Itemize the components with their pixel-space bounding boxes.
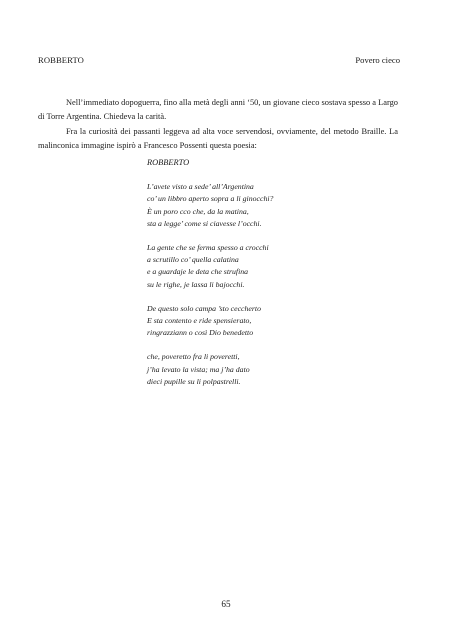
poem-line: e a guardaje le deta che strufina [147, 267, 249, 277]
poem-stanza [147, 181, 273, 230]
poem-line: j’ha levato la vista; ma j’ha dato [147, 364, 250, 374]
poem-line: E sta contento e ride spensierato, [147, 316, 252, 326]
poem-line: De questo solo campa ’sto ceccherto [147, 303, 261, 313]
poem-line: su le righe, je lassa li bajocchi. [147, 279, 245, 289]
poem-stanza [147, 242, 273, 291]
paragraph: Nell’immediato dopoguerra, fino alla metà degli anni ‘50, un giovane cieco sostava spesso a Largo di Torre Argentina. Chiedeva la carità. [38, 98, 398, 122]
poem-line: ringrazziann o così Dio benedetto [147, 328, 254, 338]
poem-line: sta a legge’ come si ciavesse l’occhi. [147, 218, 262, 228]
poem-line: dieci pupille su li polpastrelli. [147, 376, 241, 386]
poem-stanza [147, 351, 273, 388]
body-text [38, 96, 398, 154]
paragraph: Fra la curiosità dei passanti leggeva ad alta voce servendosi, ovviamente, del metodo Braille. La malinconica immagine ispirò a Francesco Possenti questa poesia: [38, 126, 398, 151]
poem-line: L’avete visto a sede’ all’Argentina [147, 182, 254, 192]
page-number: 65 [221, 599, 231, 609]
running-header-chapter: Povero cieco [355, 55, 400, 65]
poem [147, 157, 273, 400]
poem-stanza [147, 303, 273, 340]
poem-line: che, poveretto fra li poveretti, [147, 352, 240, 362]
poem-line: È un poro cco che, da la matina, [147, 206, 249, 216]
poem-line: La gente che se ferma spesso a crocchi [147, 243, 269, 253]
poem-title: ROBBERTO [147, 158, 190, 167]
poem-line: co’ un libbro aperto sopra a li ginocchi? [147, 194, 274, 204]
running-header-title: ROBBERTO [38, 55, 84, 65]
poem-line: a scrutillo co’ quella calatina [147, 255, 239, 265]
